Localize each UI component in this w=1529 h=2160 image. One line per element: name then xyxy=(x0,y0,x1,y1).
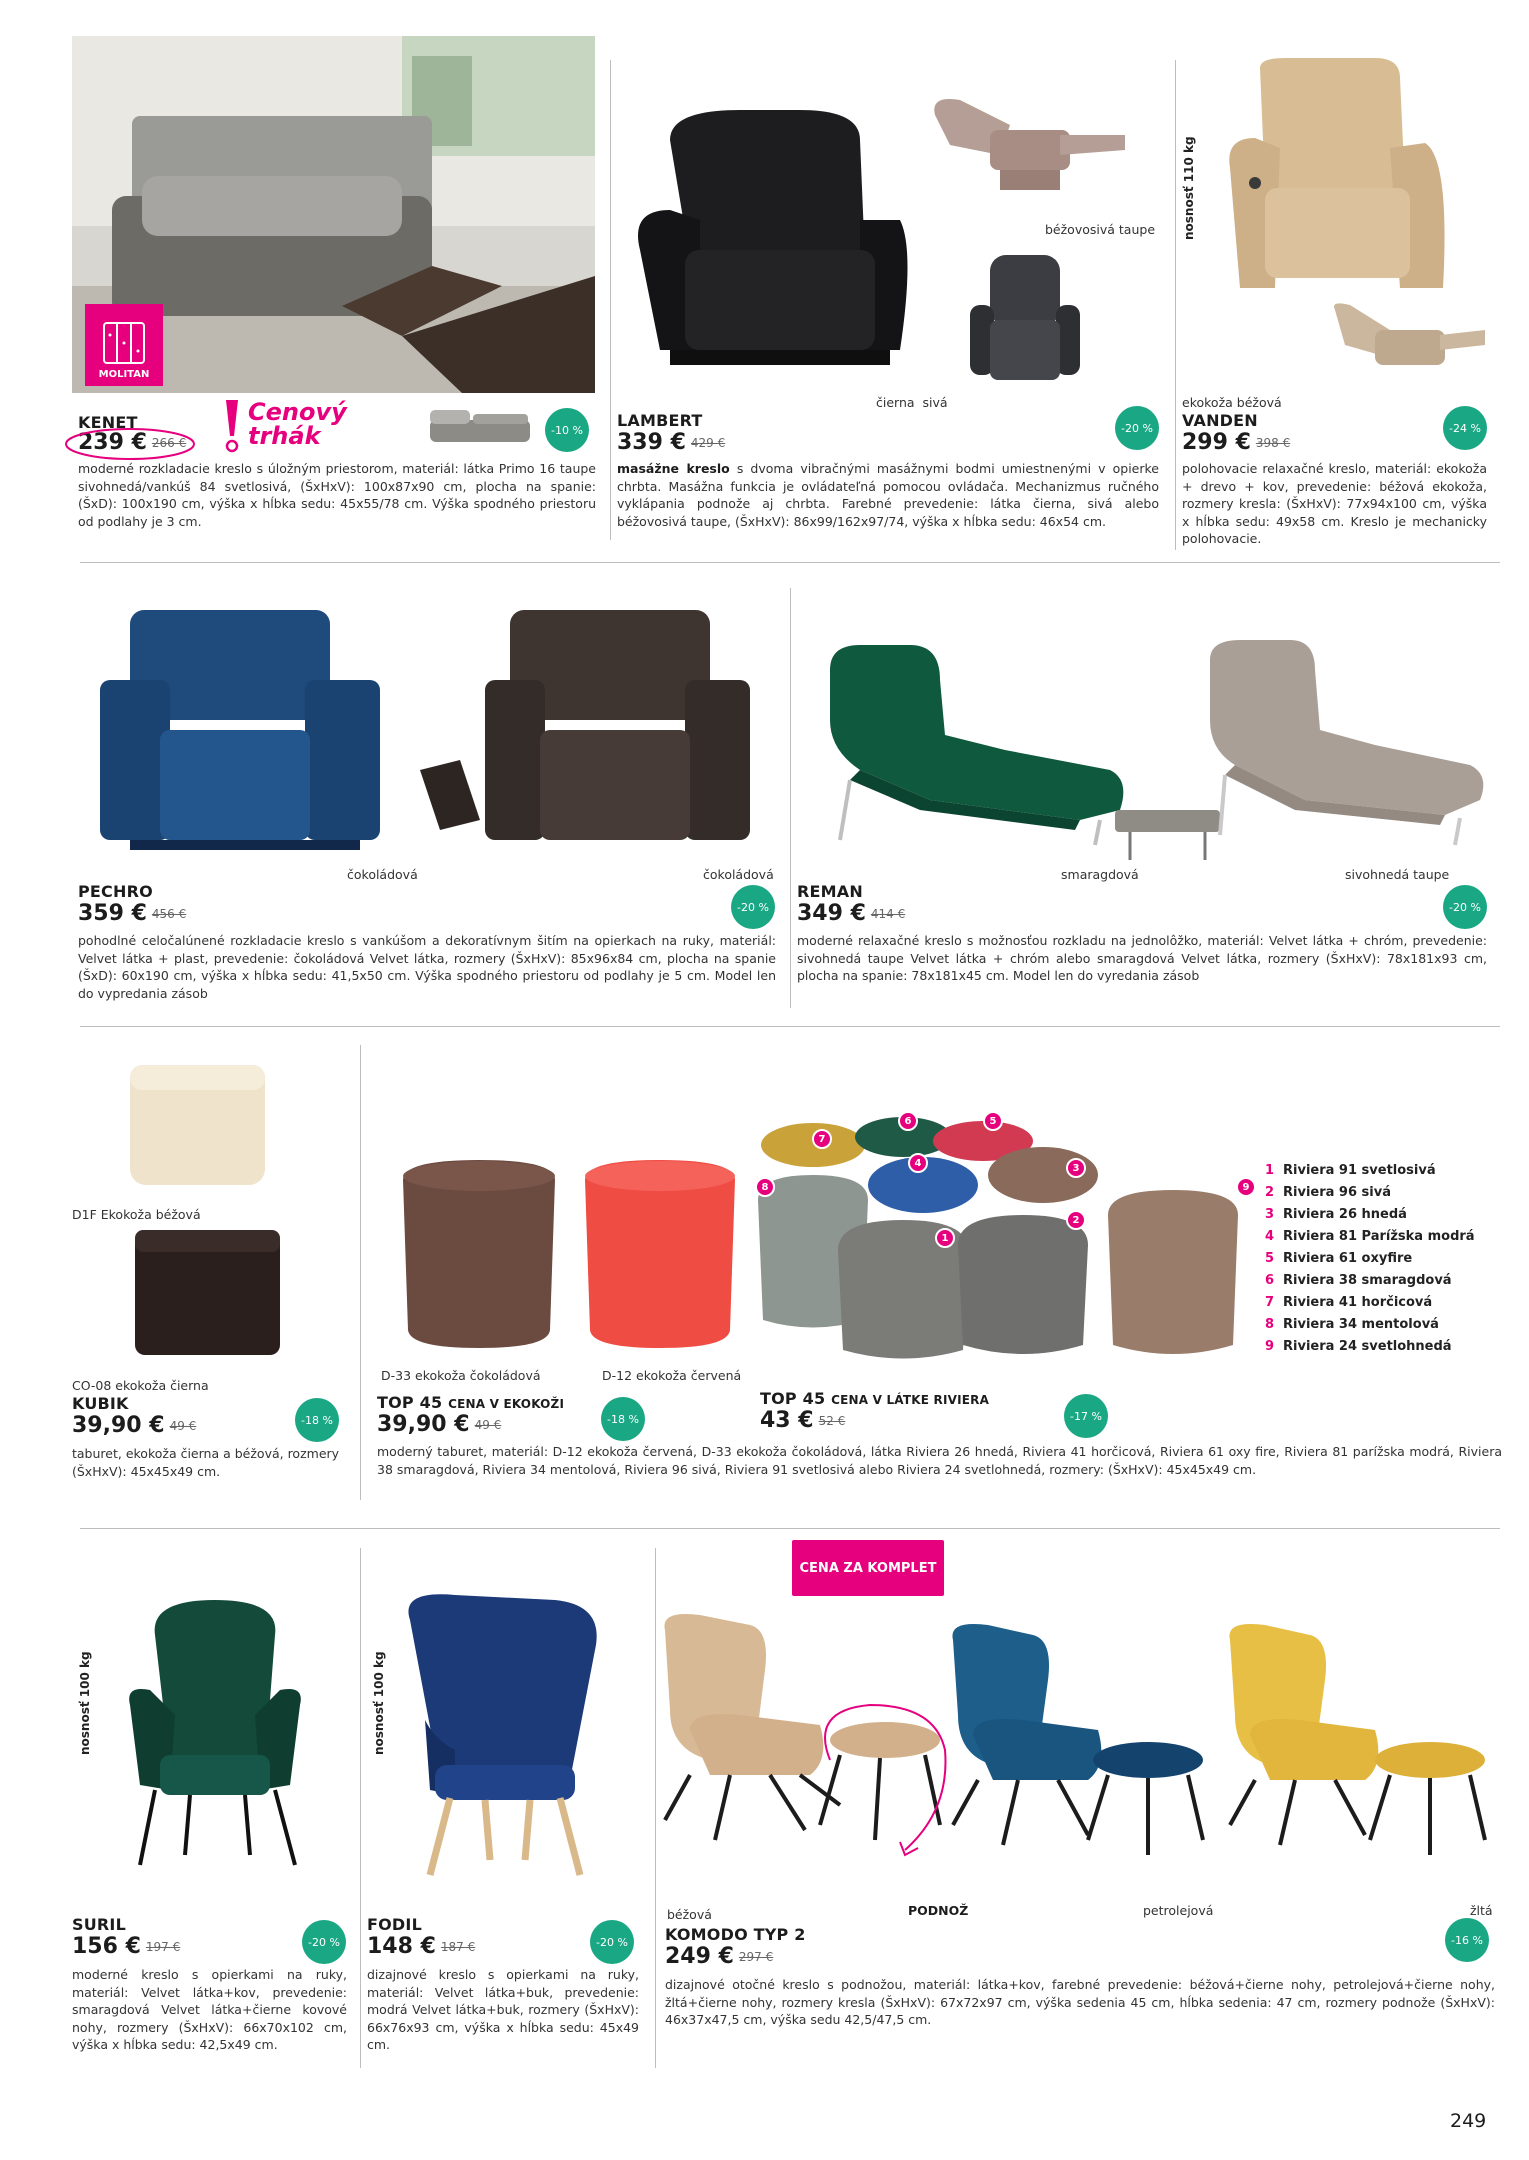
color-number-marker: 4 xyxy=(908,1153,928,1173)
discount-badge: -20 % xyxy=(1115,406,1159,450)
divider xyxy=(80,1528,1500,1529)
product-description: pohodlné celočalúnené rozkladacie kreslo s vankúšom a dekoratívnym šitím na opierkach na ruky, materiál: Velvet látka + plast, prevedenie: čokoládová Velvet látka, rozmery (ŠxHxV): 85x96x84 cm, plocha na spanie (ŠxD): 60x190 cm, výška x hĺbka sedu: 41,5x50 cm. Výška spodného priestoru od podlahy je 5 cm. Model len do vypredania zásob xyxy=(78,933,776,1001)
old-price: 398 € xyxy=(1255,436,1291,450)
old-price: 49 € xyxy=(169,1419,197,1433)
product-name: KENET xyxy=(78,413,138,432)
promo-label xyxy=(248,400,347,448)
current-price: 299 € xyxy=(1182,430,1251,455)
product-name: TOP 45 CENA V EKOKOŽI xyxy=(377,1393,565,1412)
reman-green-photo xyxy=(820,640,1140,850)
product-description: taburet, ekokoža čierna a béžová, rozmery (ŠxHxV): 45x45x49 cm. xyxy=(72,1446,340,1479)
color-number-marker: 6 xyxy=(898,1111,918,1131)
load-capacity: nosnosť 100 kg xyxy=(372,1651,386,1755)
load-capacity: nosnosť 100 kg xyxy=(78,1651,92,1755)
current-price: 249 € xyxy=(665,1944,734,1969)
legend-item: 2 Riviera 96 sivá xyxy=(1265,1185,1391,1200)
product-price xyxy=(367,1934,475,1959)
product-description: moderné rozkladacie kreslo s úložným priestorom, materiál: látka Primo 16 taupe sivohnedá/vankúš 84 svetlosivá, (ŠxHxV): 100x87x90 cm, plocha na spanie: (ŠxD): 100x190 cm, výška x hĺbka sedu: 45x55/78 cm. Výška spodného priestoru od podlahy je 3 cm. xyxy=(78,461,596,529)
product-price xyxy=(72,1413,196,1438)
color-label: CO-08 ekokoža čierna xyxy=(72,1378,209,1393)
discount-badge: -20 % xyxy=(731,885,775,929)
color-label: D1F Ekokoža béžová xyxy=(72,1207,201,1222)
color-number-marker: 5 xyxy=(983,1111,1003,1131)
color-label: žltá xyxy=(1470,1903,1493,1918)
legend-item: 5 Riviera 61 oxyfire xyxy=(1265,1251,1413,1266)
discount-badge: -20 % xyxy=(590,1920,634,1964)
discount-badge: -18 % xyxy=(295,1398,339,1442)
legend-item: 8 Riviera 34 mentolová xyxy=(1265,1317,1439,1332)
product-name: VANDEN xyxy=(1182,411,1258,430)
discount-badge: -10 % xyxy=(545,408,589,452)
old-price: 187 € xyxy=(440,1940,476,1954)
promo-line: Cenový xyxy=(248,398,347,426)
color-number-marker: 1 xyxy=(935,1228,955,1248)
molitan-label: MOLITAN xyxy=(98,369,150,380)
lambert-beige-photo xyxy=(930,95,1130,195)
product-description xyxy=(617,460,1159,530)
page-number: 249 xyxy=(1450,2110,1487,2132)
color-label: béžovosivá taupe xyxy=(1045,222,1156,237)
current-price: 359 € xyxy=(78,901,147,926)
old-price: 429 € xyxy=(690,436,726,450)
product-description: polohovacie relaxačné kreslo, materiál: ekokoža + drevo + kov, prevedenie: béžová ekokoža, rozmery kresla: (ŠxHxV): 77x94x100 cm, výška x hĺbka sedu: 49x58 cm. Kreslo je mechanicky polohovacie. xyxy=(1182,461,1487,546)
suril-photo xyxy=(115,1595,315,1870)
divider xyxy=(790,588,791,1008)
product-name: KOMODO TYP 2 xyxy=(665,1925,806,1944)
current-price: 239 € xyxy=(78,430,147,455)
desc-text: s dvoma vibračnými masážnymi bodmi umiestnenými v opierke chrbta. Masážna funkcia je ovládateľná pomocou ovládača. Mechanizmus ručného vyklápania podnože aj chrbta. Farebné prevedenie: látka čierna, sivá alebo béžovosivá taupe, (ŠxHxV): 86x99/162x97/74, výška x hĺbka sedu: 46x54 cm. xyxy=(617,461,1159,529)
product-name: TOP 45 CENA V LÁTKE RIVIERA xyxy=(760,1389,990,1408)
product-description: moderné relaxačné kreslo s možnosťou rozkladu na jednolôžko, materiál: Velvet látka + chróm, prevedenie: sivohnedá taupe Velvet látka + chróm alebo smaragdová Velvet látka, rozmery (ŠxHxV): 78x181x93 cm, plocha na spanie: 78x181x45 cm. Model len do vyredania zásob xyxy=(797,933,1487,983)
product-price xyxy=(665,1944,773,1969)
discount-badge: -16 % xyxy=(1445,1918,1489,1962)
kenet-bed-thumb xyxy=(425,400,535,456)
top45-red-photo xyxy=(580,1160,740,1350)
product-description: dizajnové kreslo s opierkami na ruky, materiál: Velvet látka+buk, prevedenie: modrá Velvet látka+buk, rozmery (ŠxHxV): 66x76x93 cm, výška x hĺbka sedu: 45x49 cm. xyxy=(367,1967,639,2052)
product-price xyxy=(760,1408,845,1433)
lambert-grey-photo xyxy=(970,250,1080,390)
molitan-badge xyxy=(85,304,163,386)
product-price xyxy=(377,1412,501,1437)
color-label: béžová xyxy=(667,1907,712,1922)
color-number-marker: 7 xyxy=(812,1129,832,1149)
foam-icon xyxy=(102,321,146,365)
product-name: LAMBERT xyxy=(617,411,703,430)
color-number-marker: 3 xyxy=(1066,1158,1086,1178)
product-name: PECHRO xyxy=(78,882,153,901)
old-price: 266 € xyxy=(151,436,187,450)
divider xyxy=(1175,60,1176,550)
old-price: 52 € xyxy=(818,1414,846,1428)
product-description: moderné kreslo s opierkami na ruky, materiál: Velvet látka+kov, prevedenie: smaragdová Velvet látka+čierne kovové nohy, rozmery (ŠxHxV): 66x70x102 cm, výška x hĺbka sedu: 42,5x49 cm. xyxy=(72,1967,347,2052)
current-price: 43 € xyxy=(760,1408,814,1433)
current-price: 156 € xyxy=(72,1934,141,1959)
discount-badge: -17 % xyxy=(1064,1394,1108,1438)
product-description: moderný taburet, materiál: D-12 ekokoža červená, D-33 ekokoža čokoládová, látka Riviera 26 hnedá, Riviera 41 horčicová, Riviera 61 oxy fire, Riviera 81 parížska modrá, Riviera 38 smaragdová, Riviera 34 mentolová, Riviera 96 sivá, Riviera 91 svetlosivá alebo Riviera 24 svetlohnedá, rozmery: (ŠxHxV): 45x45x49 cm. xyxy=(377,1444,1502,1477)
footstool-label: PODNOŽ xyxy=(908,1903,969,1918)
old-price: 197 € xyxy=(145,1940,181,1954)
discount-badge: -24 % xyxy=(1443,406,1487,450)
color-number-marker: 2 xyxy=(1066,1210,1086,1230)
product-price xyxy=(72,1934,180,1959)
product-price xyxy=(617,430,725,455)
discount-badge: -20 % xyxy=(1443,885,1487,929)
legend-item: 3 Riviera 26 hnedá xyxy=(1265,1207,1407,1222)
product-subtitle: CENA V EKOKOŽI xyxy=(448,1397,565,1411)
current-price: 148 € xyxy=(367,1934,436,1959)
price-circle-icon xyxy=(62,425,198,463)
color-label: petrolejová xyxy=(1143,1903,1214,1918)
kubik-black-photo xyxy=(130,1225,285,1360)
divider xyxy=(655,1548,656,2068)
vanden-reclined-thumb xyxy=(1330,300,1485,380)
komodo-yellow-photo xyxy=(1225,1620,1495,1870)
product-name: FODIL xyxy=(367,1915,422,1934)
color-legend xyxy=(1265,1160,1475,1358)
pechro-blue-photo xyxy=(100,610,385,855)
color-number-marker: 9 xyxy=(1236,1177,1256,1197)
desc-bold: masážne kreslo xyxy=(617,461,730,476)
divider xyxy=(80,1026,1500,1027)
color-label: smaragdová xyxy=(1061,867,1139,882)
color-number-marker: 8 xyxy=(755,1177,775,1197)
divider xyxy=(360,1045,361,1500)
top45-brown-photo xyxy=(398,1160,560,1350)
current-price: 349 € xyxy=(797,901,866,926)
product-name: REMAN xyxy=(797,882,863,901)
divider xyxy=(80,562,1500,563)
legend-item: 9 Riviera 24 svetlohnedá xyxy=(1265,1339,1452,1354)
discount-badge: -18 % xyxy=(601,1397,645,1441)
vanden-photo xyxy=(1225,58,1450,308)
color-label: sivohnedá taupe xyxy=(1345,867,1450,882)
product-subtitle: CENA V LÁTKE RIVIERA xyxy=(831,1393,990,1407)
color-label: čokoládová xyxy=(347,867,418,882)
product-price xyxy=(78,901,186,926)
load-capacity: nosnosť 110 kg xyxy=(1182,136,1196,240)
legend-item: 7 Riviera 41 horčicová xyxy=(1265,1295,1433,1310)
color-label: čierna sivá xyxy=(876,395,948,410)
lambert-black-photo xyxy=(630,110,920,380)
fodil-photo xyxy=(395,1590,605,1880)
product-price xyxy=(797,901,905,926)
komodo-beige-photo xyxy=(660,1610,960,1875)
old-price: 49 € xyxy=(474,1418,502,1432)
color-label: čokoládová xyxy=(703,867,774,882)
product-name: SURIL xyxy=(72,1915,126,1934)
pechro-brown-photo xyxy=(410,610,760,855)
legend-item: 6 Riviera 38 smaragdová xyxy=(1265,1273,1452,1288)
product-price xyxy=(1182,430,1290,455)
color-label: D-33 ekokoža čokoládová xyxy=(381,1368,541,1383)
product-description: dizajnové otočné kreslo s podnožou, materiál: látka+kov, farebné prevedenie: béžová+čierne nohy, petrolejová+čierne nohy, žltá+čierne nohy, rozmery kresla (ŠxHxV): 67x72x97 cm, výška sedenia 45 cm, hĺbka sedenia: 47 cm, rozmery podnože (ŠxHxV): 46x37x47,5 cm, výška sedu 42,5/47,5 cm. xyxy=(665,1977,1495,2027)
kubik-beige-photo xyxy=(125,1060,270,1190)
discount-badge: -20 % xyxy=(302,1920,346,1964)
legend-item: 4 Riviera 81 Parížska modrá xyxy=(1265,1229,1475,1244)
exclamation-icon xyxy=(222,398,242,454)
old-price: 414 € xyxy=(870,907,906,921)
legend-item: 1 Riviera 91 svetlosivá xyxy=(1265,1163,1436,1178)
promo-line: trhák xyxy=(248,422,321,450)
komodo-petrol-photo xyxy=(948,1620,1213,1870)
current-price: 39,90 € xyxy=(377,1412,470,1437)
current-price: 39,90 € xyxy=(72,1413,165,1438)
divider xyxy=(360,1548,361,2068)
old-price: 297 € xyxy=(738,1950,774,1964)
product-name: KUBIK xyxy=(72,1394,129,1413)
reman-taupe-photo xyxy=(1200,640,1490,850)
set-price-button: CENA ZA KOMPLET xyxy=(792,1540,944,1596)
divider xyxy=(610,60,611,540)
current-price: 339 € xyxy=(617,430,686,455)
color-label: ekokoža béžová xyxy=(1182,395,1282,410)
old-price: 456 € xyxy=(151,907,187,921)
color-label: D-12 ekokoža červená xyxy=(602,1368,742,1383)
